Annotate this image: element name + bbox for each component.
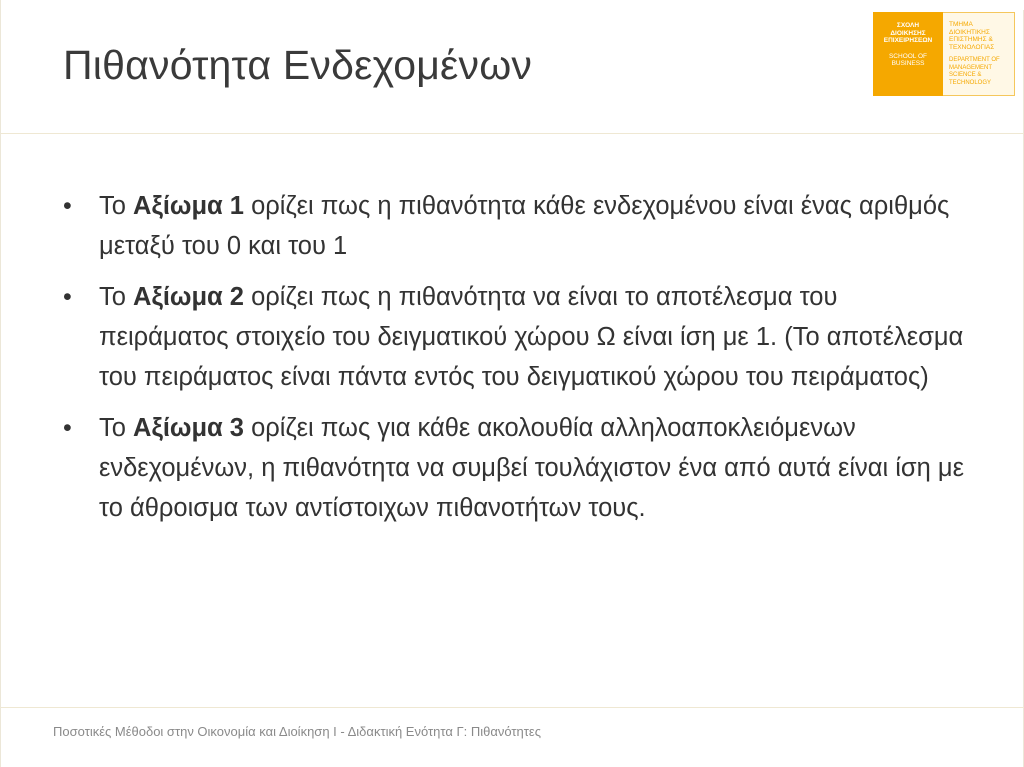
logo-right-sub: MANAGEMENT <box>949 64 993 71</box>
bullet-item <box>63 408 973 528</box>
logo-school-panel <box>873 12 943 96</box>
logo-left-sub: BUSINESS <box>891 60 925 67</box>
logo-right-sub: DEPARTMENT OF <box>949 57 1000 63</box>
bullet-prefix: Το <box>99 192 134 220</box>
bullet-prefix: Το <box>99 414 134 442</box>
bullet-dot-icon: • <box>63 192 72 220</box>
axiom-label: Αξίωμα 2 <box>133 283 244 311</box>
logo-left-line: ΕΠΙΧΕΙΡΗΣΕΩΝ <box>883 37 933 44</box>
logo-left-line: ΔΙΟΙΚΗΣΗΣ <box>890 29 926 37</box>
bullet-text: ορίζει πως η πιθανότητα κάθε ενδεχομένου είναι ένας αριθμός μεταξύ του 0 και του 1 <box>99 192 950 260</box>
bullet-item <box>63 186 973 266</box>
logo-right-line: ΕΠΙΣΤΗΜΗΣ & <box>949 36 993 43</box>
logo-department-panel <box>943 12 1015 96</box>
axiom-label: Αξίωμα 3 <box>133 414 244 442</box>
bullet-dot-icon: • <box>63 414 72 442</box>
bullet-list <box>63 186 973 539</box>
bullet-text: ορίζει πως η πιθανότητα να είναι το αποτέλεσμα του πειράματος στοιχείο του δειγματικού χώρου Ω είναι ίση με 1. (Το αποτέλεσμα του πειράματος είναι πάντα εντός του δειγματικού χώρου του πειράματος) <box>99 283 964 391</box>
axiom-label: Αξίωμα 1 <box>133 192 244 220</box>
logo-right-line: ΤΕΧΝΟΛΟΓΙΑΣ <box>949 43 995 51</box>
slide-footer: Ποσοτικές Μέθοδοι στην Οικονομία και Διοίκηση Ι - Διδακτική Ενότητα Γ: Πιθανότητες <box>53 724 541 739</box>
university-logo <box>873 12 1015 96</box>
logo-right-line: ΔΙΟΙΚΗΤΙΚΗΣ <box>949 28 990 36</box>
logo-left-line: ΣΧΟΛΗ <box>896 22 920 29</box>
bullet-text: ορίζει πως για κάθε ακολουθία αλληλοαποκλειόμενων ενδεχομένων, η πιθανότητα να συμβεί τουλάχιστον ένα από αυτά είναι ίση με το άθροισμα των αντίστοιχων πιθανοτήτων τους. <box>99 414 964 522</box>
bullet-prefix: Το <box>99 283 134 311</box>
top-band <box>1 0 1024 10</box>
logo-right-sub: SCIENCE & <box>949 72 982 78</box>
bullet-item <box>63 277 973 397</box>
logo-left-sub: SCHOOL OF <box>888 52 928 60</box>
title-divider <box>1 133 1024 134</box>
logo-right-line: ΤΜΗΜΑ <box>949 21 973 28</box>
logo-right-sub: TECHNOLOGY <box>949 79 992 86</box>
slide-title: Πιθανότητα Ενδεχομένων <box>63 42 533 88</box>
footer-divider <box>1 707 1024 708</box>
bullet-dot-icon: • <box>63 283 72 311</box>
